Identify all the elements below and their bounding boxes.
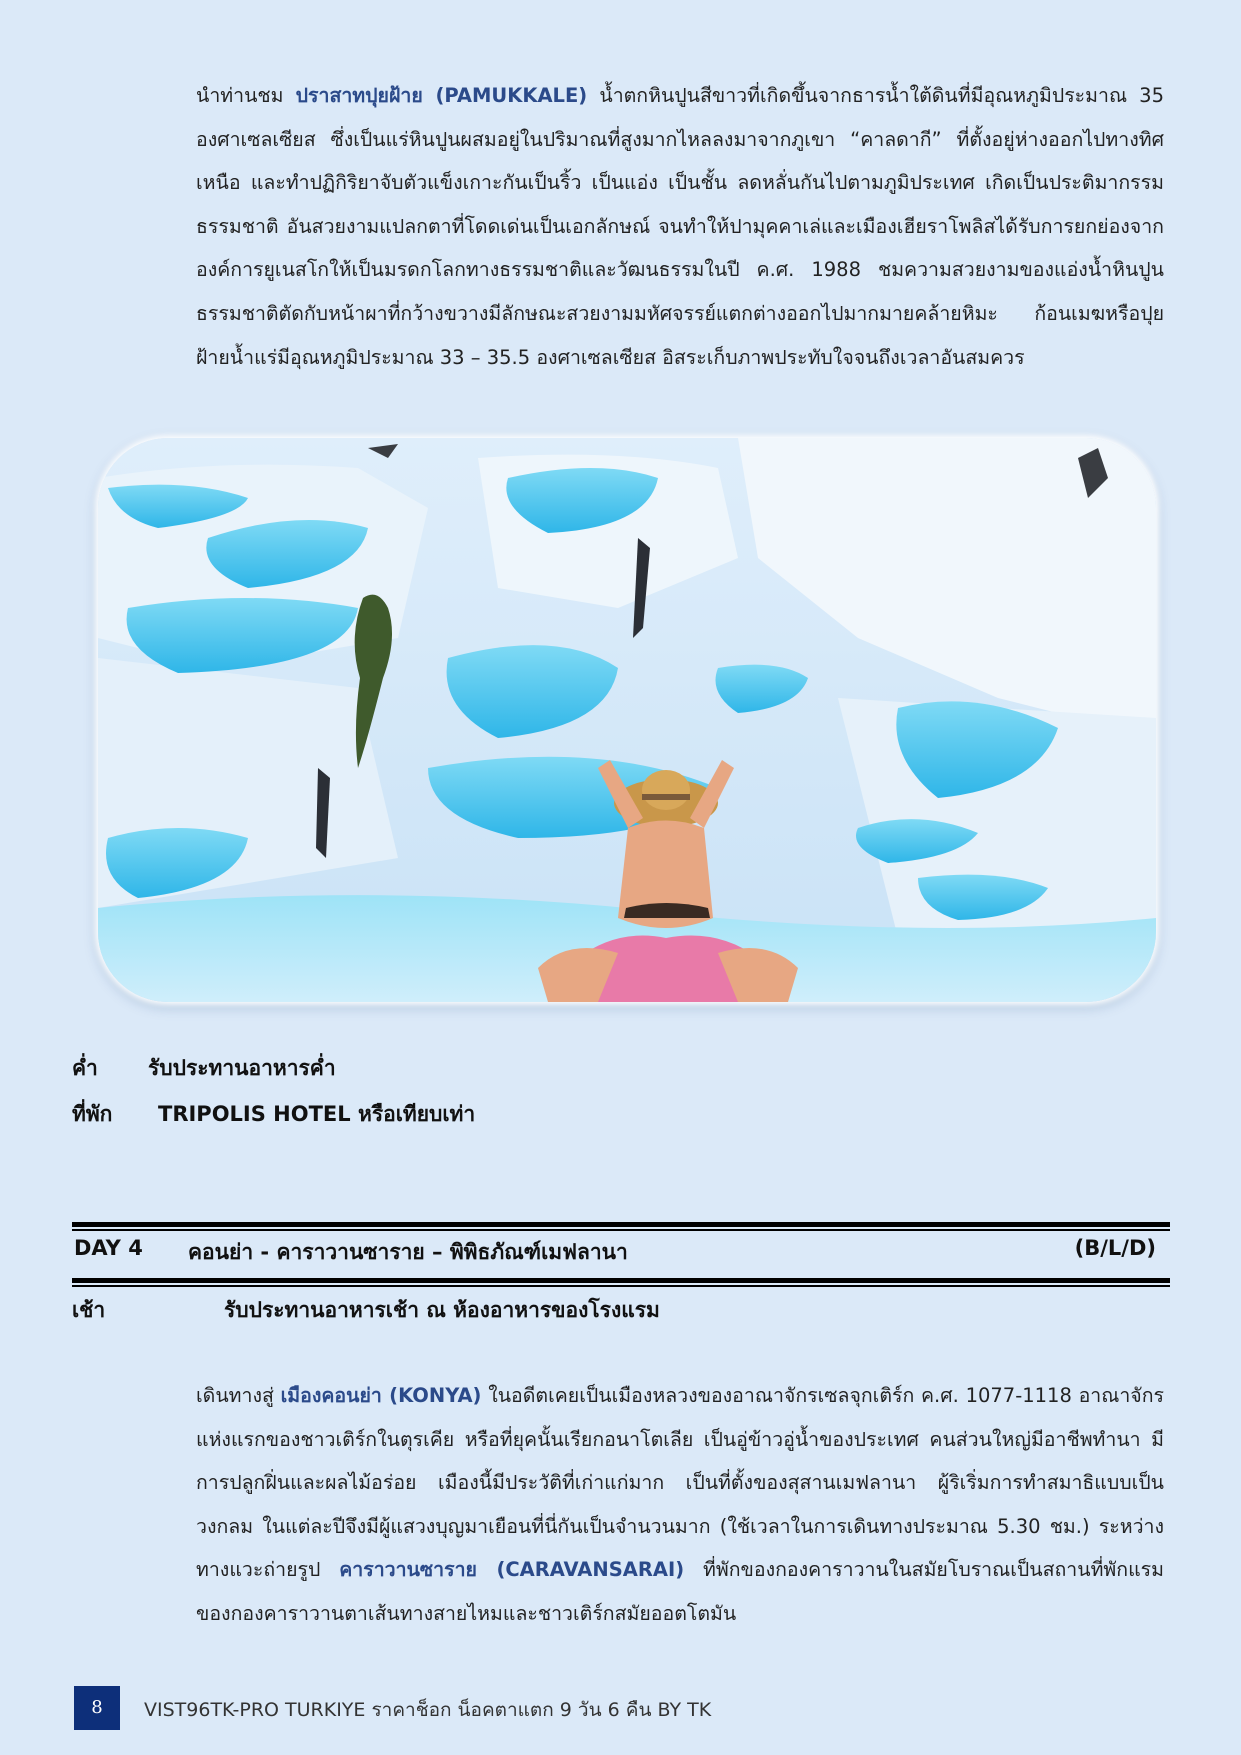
day-title: คอนย่า - คาราวานซาราย – พิพิธภัณฑ์เมฟลานา	[188, 1240, 628, 1264]
page-footer	[74, 1686, 974, 1730]
intro-text: นำท่านชม	[196, 84, 296, 107]
pamukkale-description: น้ำตกหินปูนสีขาวที่เกิดขึ้นจากธารน้ำใต้ดินที่มีอุณหภูมิประมาณ 35 องศาเซลเซียส ซึ่งเป็นแร่หินปูนผสมอยู่ในปริมาณที่สูงมากไหลลงมาจากภูเขา “คาลดากี” ที่ตั้งอยู่ห่างออกไปทางทิศเหนือ และทำปฏิกิริยาจับตัวแข็งเกาะกันเป็นริ้ว เป็นแอ่ง เป็นชั้น ลดหลั่นกันไปตามภูมิประเทศ เกิดเป็นประติมากรรมธรรมชาติ อันสวยงามแปลกตาที่โดดเด่นเป็นเอกลักษณ์ จนทำให้ปามุคคาเล่และเมืองเฮียราโพลิสได้รับการยกย่องจากองค์การยูเนสโกให้เป็นมรดกโลกทางธรรมชาติและวัฒนธรรมในปี ค.ศ. 1988 ชมความสวยงามของแอ่งน้ำหินปูนธรรมชาติตัดกับหน้าผาที่กว้างขวางมีลักษณะสวยงามมหัศจรรย์แตกต่างออกไปมากมายคล้ายหิมะ ก้อนเมฆหรือปุยฝ้ายน้ำแร่มีอุณหภูมิประมาณ 33 – 35.5 องศาเซลเซียส อิสระเก็บภาพประทับใจจนถึงเวลาอันสมควร	[196, 84, 1164, 369]
day4-header	[72, 1236, 1170, 1270]
caravansarai-highlight: คาราวานซาราย (CARAVANSARAI)	[339, 1558, 685, 1582]
pamukkale-paragraph	[196, 74, 1164, 379]
dinner-text: รับประทานอาหารค่ำ	[148, 1056, 336, 1080]
intro-text: เดินทางสู่	[196, 1384, 281, 1407]
konya-paragraph	[196, 1374, 1164, 1636]
hotel-label: ที่พัก	[72, 1102, 113, 1126]
pamukkale-photo	[98, 438, 1156, 1002]
pamukkale-highlight: ปราสาทปุยฝ้าย (PAMUKKALE)	[295, 84, 588, 107]
breakfast-text: รับประทานอาหารเช้า ณ ห้องอาหารของโรงแรม	[224, 1298, 660, 1322]
day-meals: (B/L/D)	[1074, 1236, 1156, 1260]
day-header-bottom-rule	[72, 1278, 1170, 1283]
day-header-top-rule	[72, 1222, 1170, 1227]
caravansarai-description: ที่พักของกองคาราวานในสมัยโบราณเป็นสถานที่พักแรมของกองคาราวานตาเส้นทางสายไหมและชาวเติร์กสมัยออตโตมัน	[196, 1558, 1164, 1625]
konya-description: ในอดีตเคยเป็นเมืองหลวงของอาณาจักรเซลจุกเติร์ก ค.ศ. 1077-1118 อาณาจักรแห่งแรกของชาวเติร์กในตุรเคีย หรือที่ยุคนั้นเรียกอนาโตเลีย เป็นอู่ข้าวอู่น้ำของประเทศ คนส่วนใหญ่มีอาชีพทำนา มีการปลูกฝิ่นและผลไม้อร่อย เมืองนี้มีประวัติที่เก่าแก่มาก เป็นที่ตั้งของสุสานเมฟลานา ผู้ริเริ่มการทำสมาธิแบบเป็นวงกลม ในแต่ละปีจึงมีผู้แสวงบุญมาเยือนที่นี่กันเป็นจำนวนมาก (ใช้เวลาในการเดินทางประมาณ 5.30 ชม.) ระหว่างทางแวะถ่ายรูป	[196, 1384, 1164, 1582]
day-header-top-rule-thin	[72, 1229, 1170, 1231]
breakfast-label: เช้า	[72, 1298, 106, 1322]
page-number: 8	[74, 1686, 120, 1730]
footer-text: VIST96TK-PRO TURKIYE ราคาช็อก น็อคตาแตก 9 วัน 6 คืน BY TK	[144, 1699, 712, 1721]
dinner-label: ค่ำ	[72, 1056, 98, 1080]
day-header-bottom-rule-thin	[72, 1285, 1170, 1287]
konya-highlight: เมืองคอนย่า (KONYA)	[280, 1384, 482, 1407]
hotel-text: TRIPOLIS HOTEL หรือเทียบเท่า	[158, 1102, 476, 1126]
day-number: DAY 4	[74, 1236, 143, 1260]
